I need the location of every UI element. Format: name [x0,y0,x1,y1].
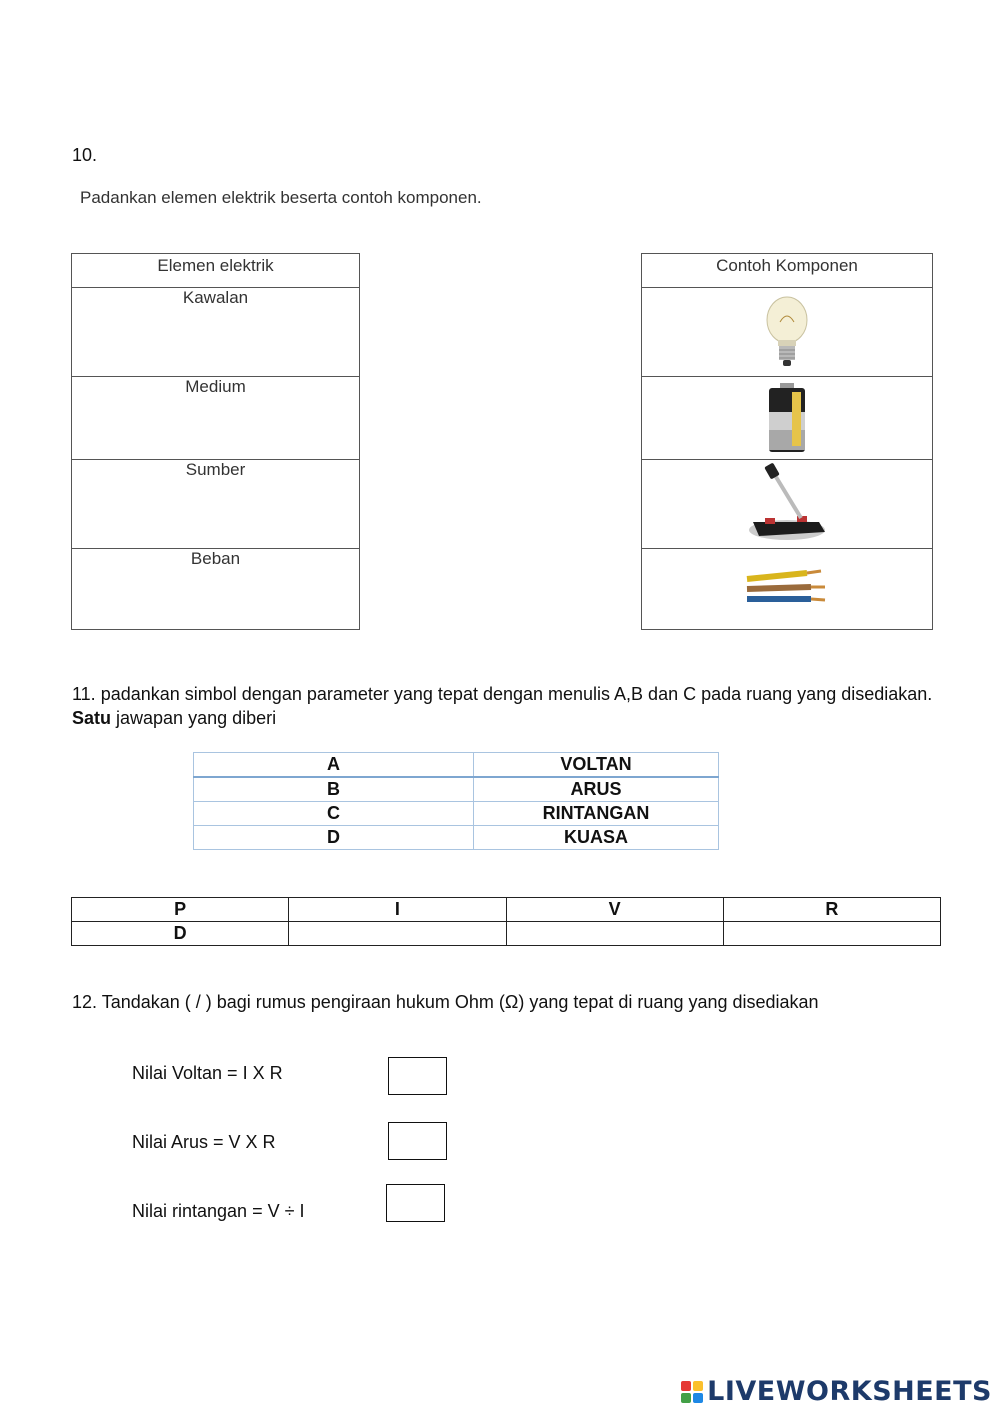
question-11-bold-word: Satu [72,708,112,728]
option-parameter: ARUS [474,777,719,802]
table-row [194,753,719,778]
component-row-battery[interactable] [642,376,932,459]
component-row-switch[interactable] [642,459,932,548]
symbol-cell: V [506,898,723,922]
element-label: Kawalan [182,288,249,307]
element-row-kawalan[interactable] [72,287,359,376]
answer-field-p[interactable]: D [72,922,289,946]
table-row [194,826,719,850]
component-examples-table [641,253,933,630]
symbol-answer-table [71,897,941,946]
answer-field-v[interactable] [506,922,723,946]
liveworksheets-logo-icon [681,1381,703,1403]
table-row [72,922,941,946]
component-examples-header: Contoh Komponen [716,256,858,275]
component-row-wire[interactable] [642,548,932,631]
electrical-elements-table [71,253,360,630]
tick-box-rintangan[interactable] [386,1184,445,1222]
table-row [194,802,719,826]
element-label: Medium [185,377,246,396]
element-row-beban[interactable] [72,548,359,629]
option-parameter: KUASA [474,826,719,850]
parameter-options-table [193,752,719,850]
formula-voltan: Nilai Voltan = I X R [132,1063,283,1083]
option-letter: C [194,802,474,826]
formula-arus: Nilai Arus = V X R [132,1132,276,1152]
element-label: Sumber [185,460,246,479]
tick-box-arus[interactable] [388,1122,447,1160]
symbol-cell: R [723,898,940,922]
answer-field-i[interactable] [289,922,506,946]
liveworksheets-logo [681,1376,992,1407]
electrical-elements-header: Elemen elektrik [157,256,274,275]
liveworksheets-logo-text: LIVEWORKSHEETS [707,1376,992,1407]
option-parameter: RINTANGAN [474,802,719,826]
battery-picture [766,382,808,454]
tick-box-voltan[interactable] [388,1057,447,1095]
table-row [194,777,719,802]
option-letter: B [194,777,474,802]
option-letter: D [194,826,474,850]
question-10-number: 10. [72,145,98,165]
option-parameter: VOLTAN [474,753,719,778]
question-10-instruction: Padankan elemen elektrik beserta contoh komponen. [80,188,482,207]
table-row [72,898,941,922]
light-bulb-picture [762,294,812,370]
element-row-sumber[interactable] [72,459,359,548]
question-11-text-part: 11. padankan simbol dengan parameter yang tepat dengan menulis A,B dan C pada ruang yang disediakan. [72,684,933,704]
knife-switch-picture [745,462,829,546]
question-11-text-part: jawapan yang diberi [111,708,277,728]
option-letter: A [194,753,474,778]
symbol-cell: P [72,898,289,922]
element-row-medium[interactable] [72,376,359,459]
formula-rintangan: Nilai rintangan = V ÷ I [132,1201,305,1221]
element-label: Beban [190,549,241,568]
symbol-cell: I [289,898,506,922]
component-row-bulb[interactable] [642,287,932,376]
question-11-text [72,682,952,730]
wire-cable-picture [745,565,829,615]
question-12-text: 12. Tandakan ( / ) bagi rumus pengiraan hukum Ohm (Ω) yang tepat di ruang yang disediakan [72,992,819,1012]
answer-field-r[interactable] [723,922,940,946]
